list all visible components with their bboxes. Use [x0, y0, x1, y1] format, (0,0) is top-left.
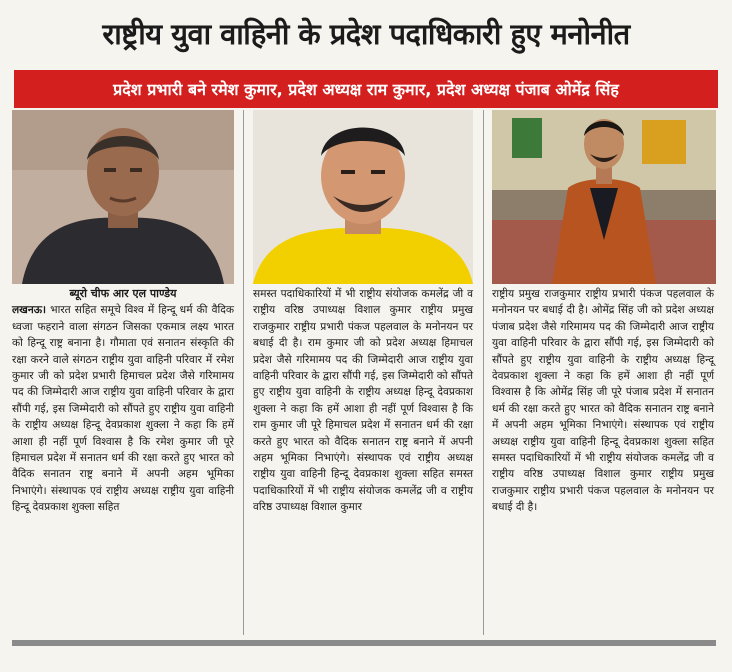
photo-omendra-singh	[492, 110, 716, 284]
column-2-body: समस्त पदाधिकारियों में भी राष्ट्रीय संयोजक कमलेंद्र जी व राष्ट्रीय वरिष्ठ उपाध्यक्ष विशाल कुमार राष्ट्रीय प्रमुख राजकुमार राष्ट्रीय प्रभारी पंकज पहलवाल के मनोनयन पर बधाई दी है। राम कुमार जी को प्रदेश अध्यक्ष हिमाचल प्रदेश जैसे गरिमामय पद की जिम्मेदारी आज राष्ट्रीय युवा वाहिनी परिवार के द्वारा सौंपी गई, इस जिम्मेदारी को सौंपते हुए राष्ट्रीय युवा वाहिनी के राष्ट्रीय अध्यक्ष हिन्दू देवप्रकाश शुक्ला ने कहा कि हमें आशा ही नहीं पूर्ण विश्वास है कि राम कुमार जी पूरे हिमाचल प्रदेश में सनातन धर्म की रक्षा करते हुए भारत को वैदिक सनातन राष्ट्र बनाने में अपनी अहम भूमिका निभाएंगे। संस्थापक एवं राष्ट्रीय अध्यक्ष राष्ट्रीय युवा वाहिनी हिन्दू देवप्रकाश शुक्ला सहित समस्त पदाधिकारियों में भी राष्ट्रीय संयोजक कमलेंद्र जी व राष्ट्रीय वरिष्ठ उपाध्यक्ष विशाल कुमार	[253, 288, 473, 514]
column-divider	[243, 110, 244, 635]
byline: ब्यूरो चीफ आर एल पाण्डेय	[69, 287, 177, 300]
column-1-body: भारत सहित समूचे विश्व में हिन्दू धर्म की वैदिक ध्वजा फहराने वाला संगठन जिसका एकमात्र लक्ष्य भारत को हिन्दू राष्ट्र बनाना है। गौमाता एवं सनातन संस्कृति की रक्षा करने वाले संगठन राष्ट्रीय युवा वाहिनी परिवार में रमेश कुमार जी को प्रदेश प्रभारी हिमाचल प्रदेश जैसे गरिमामय पद की जिम्मेदारी आज राष्ट्रीय युवा वाहिनी परिवार के द्वारा सौंपी गई, इस जिम्मेदारी को सौंपते हुए राष्ट्रीय युवा वाहिनी के राष्ट्रीय अध्यक्ष हिन्दू देवप्रकाश शुक्ला ने कहा कि हमें आशा ही नहीं पूर्ण विश्वास है कि रमेश कुमार जी पूरे हिमाचल प्रदेश में सनातन धर्म की रक्षा करते हुए भारत को वैदिक सनातन राष्ट्र बनाने में अपनी अहम भूमिका निभाएंगे। संस्थापक एवं राष्ट्रीय अध्यक्ष राष्ट्रीय युवा वाहिनी हिन्दू देवप्रकाश शुक्ला सहित	[12, 304, 234, 514]
photo-ramesh-kumar	[12, 110, 234, 284]
bottom-rule	[12, 640, 716, 646]
article-column-1	[12, 286, 234, 516]
photo-ram-kumar	[253, 110, 473, 284]
dateline: लखनऊ।	[12, 304, 47, 317]
column-divider	[483, 110, 484, 635]
column-3-body: राष्ट्रीय प्रमुख राजकुमार राष्ट्रीय प्रभारी पंकज पहलवाल के मनोनयन पर बधाई दी है। ओमेंद्र सिंह जी को प्रदेश अध्यक्ष पंजाब प्रदेश जैसे गरिमामय पद की जिम्मेदारी आज राष्ट्रीय युवा वाहिनी परिवार के द्वारा सौंपी गई, इस जिम्मेदारी को सौंपते हुए राष्ट्रीय युवा वाहिनी के राष्ट्रीय अध्यक्ष हिन्दू देवप्रकाश शुक्ला ने कहा कि हमें आशा ही नहीं पूर्ण विश्वास है कि ओमेंद्र सिंह जी पूरे पंजाब प्रदेश में सनातन धर्म की रक्षा करते हुए भारत को वैदिक सनातन राष्ट्र बनाने में अपनी अहम भूमिका निभाएंगे। संस्थापक एवं राष्ट्रीय अध्यक्ष राष्ट्रीय युवा वाहिनी हिन्दू देवप्रकाश शुक्ला सहित समस्त पदाधिकारियों में भी राष्ट्रीय संयोजक कमलेंद्र जी व राष्ट्रीय वरिष्ठ उपाध्यक्ष विशाल कुमार राष्ट्रीय प्रमुख राजकुमार राष्ट्रीय प्रभारी पंकज पहलवाल के मनोनयन पर बधाई दी है।	[492, 288, 714, 514]
article-column-3	[492, 286, 714, 516]
subheadline-banner: प्रदेश प्रभारी बने रमेश कुमार, प्रदेश अध्यक्ष राम कुमार, प्रदेश अध्यक्ष पंजाब ओमेंद्र सिंह	[14, 70, 718, 108]
headline: राष्ट्रीय युवा वाहिनी के प्रदेश पदाधिकारी हुए मनोनीत	[102, 16, 630, 51]
article-column-2	[253, 286, 473, 516]
